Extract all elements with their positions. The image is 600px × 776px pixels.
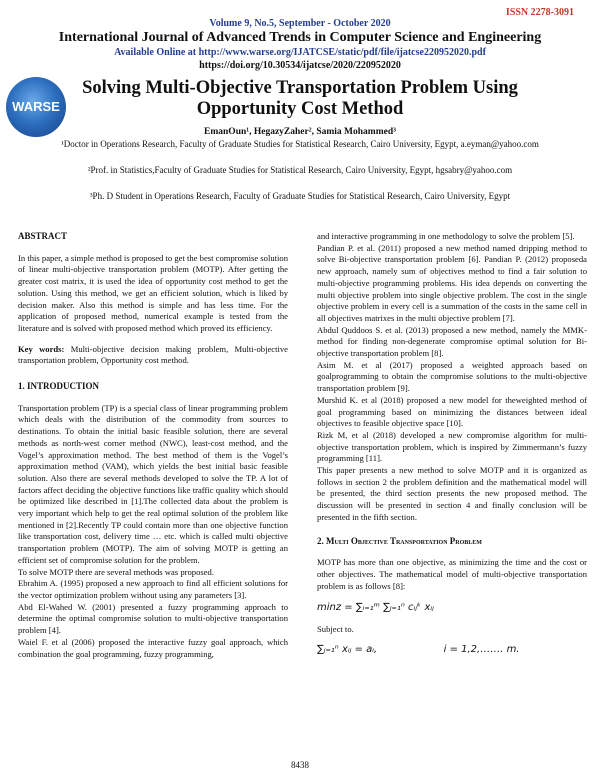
body-paragraph: Asim M. et al (2017) proposed a weighted approach based on goalprogramming to obtain the compromise solutions to the multi-objective transportation problem [9].: [317, 359, 587, 394]
paper-title-line2: Opportunity Cost Method: [196, 99, 404, 119]
journal-title: International Journal of Advanced Trends in Computer Science and Engineering: [58, 30, 542, 45]
logo-text: WARSE: [12, 99, 60, 114]
affiliation-2: ²Prof. in Statistics,Faculty of Graduate Studies for Statistical Research, Cairo University, Egypt, hgsabry@yahoo.com: [87, 165, 513, 175]
page-number: 8438: [291, 760, 309, 770]
intro-paragraph: Waiel F. et al (2006) proposed the interactive fuzzy goal approach, which combination the goal programming, fuzzy programming,: [18, 636, 288, 659]
constraint-lhs: ∑ⱼ₌₁ⁿ xᵢⱼ = aᵢ,: [317, 643, 378, 655]
right-column: [317, 231, 587, 656]
keywords: [18, 344, 288, 367]
intro-paragraph: Ebrahim A. (1995) proposed a new approach to find all efficient solutions for the vector optimization problem without using any parameters [3].: [18, 578, 288, 600]
authors: EmanOun¹, HegazyZaher², Samia Mohammed³: [204, 127, 396, 137]
affiliation-3: ³Ph. D Student in Operations Research, Faculty of Graduate Studies for Statistical Research, Cairo University, Egypt: [89, 191, 511, 201]
constraint-equation: [317, 644, 587, 656]
paper-title: [0, 78, 600, 120]
left-column: [18, 231, 288, 660]
keywords-label: Key words:: [18, 343, 65, 354]
intro-paragraph: To solve MOTP there are several methods was proposed.: [18, 566, 214, 577]
paper-title-line1: Solving Multi-Objective Transportation Problem Using: [82, 78, 518, 98]
abstract-text: In this paper, a simple method is proposed to get the best compromise solution of linear multi-objective transportation problem (MOTP). After getting the greater cost matrix, it is used the idea of opportunity cost method to get the solution. Using this method, we get an efficient solution, which is liked by decision maker. Also this method is simple and has less time. For the application of proposed method, numerical example is tested from the literature and is solved with proposed method which proved its efficiency.: [18, 252, 288, 333]
doi-link[interactable]: https://doi.org/10.30534/ijatcse/2020/220952020: [199, 60, 401, 71]
issn-label: ISSN 2278-3091: [505, 7, 574, 18]
objective-equation: minz = ∑ᵢ₌₁ᵐ ∑ⱼ₌₁ⁿ cᵢⱼᵏ xᵢⱼ: [317, 602, 434, 614]
body-paragraph: Rizk M, et al (2018) developed a new compromise algorithm for multi-objective transportation problem, which is inspired by Zimmermann’s fuzzy programming [11].: [317, 429, 587, 464]
intro-paragraph: Abd El-Wahed W. (2001) presented a fuzzy programming approach to determine the optimal compromise solution to multi-objective transportation problem [4].: [18, 601, 288, 636]
body-paragraph: This paper presents a new method to solve MOTP and it is organized as follows in section 2 the problem definition and the mathematical model will be presented, the third section presents the new proposed method. The discussion will be presented in section 4 and finally conclusion will be presented in the fifth section.: [317, 465, 587, 522]
body-paragraph: Murshid K. et al (2018) proposed a new model for theweighted method of goal programming based on minimizing the distances between ideal objectives to feasible objective space [10].: [317, 394, 587, 429]
subject-to: Subject to.: [317, 624, 354, 635]
online-link[interactable]: Available Online at http://www.warse.org/IJATCSE/static/pdf/file/ijatcse220952020.pdf: [114, 47, 486, 58]
body-paragraph: Abdul Quddoos S. et al. (2013) proposed a new method, namely the MMK-method for finding non-degenerate compromise optimal solution for Bi-objective transportation problem [8].: [317, 324, 587, 359]
abstract-heading: ABSTRACT: [18, 231, 68, 241]
volume-info: Volume 9, No.5, September - October 2020: [209, 18, 391, 29]
intro-paragraph: Transportation problem (TP) is a special class of linear programming problem which deals with the distribution of the commodity from sources to destinations. To obtain the initial basic feasible solution, there are several methods as north-west corner method (NWC), least-cost method, and the Vogel’s approximation method. The best method of them is the Vogel’s approximation method (VAM), which yields the best initial basic feasible solution. Also there are several methods developed to solve the TP. A lot of factors affect deciding the objective functions like traffic quality which should be optimized like described in [1].The collected data about the problem is very important which help to get the real optimal solution of the problem like mentioned in [2].Recently TP could contain more than one objective function like transportation cost, delivery time … etc. which is called multi objective transportation problem (MOTP). The aim of solving MOTP is getting an efficient set of compromise solution for the problem.: [18, 402, 288, 565]
body-paragraph: Pandian P. et al. (2011) proposed a new method named dripping method to solve Bi-objective transportation problem [6]. Pandian P. (2012) proposeda new approach, namely sum of objectives method to find a fair solution to multi-objective programming problems. His idea depends on converting the multi objective problem into single objective problem. The cost in the single objective problem in every cell is a summation of the costs in the same cell in all objectives matrixes in the multi objective problem [7].: [317, 242, 587, 323]
section2-heading: 2. Multi Objective Transportation Problem: [317, 535, 482, 546]
affiliation-1: ¹Doctor in Operations Research, Faculty of Graduate Studies for Statistical Research, Cairo University, Egypt, a.eyman@yahoo.com: [61, 139, 539, 149]
intro-heading: 1. INTRODUCTION: [18, 381, 100, 392]
section2-text: MOTP has more than one objective, as minimizing the time and the cost or other objectives. The mathematical model of multi-objective transportation problem is as follows [8]:: [317, 557, 587, 591]
keywords-text: Multi-objective decision making problem, Multi-objective transportation problem, Opportunity cost method.: [18, 343, 289, 366]
body-paragraph: and interactive programming in one methodology to solve the problem [5].: [317, 231, 575, 241]
constraint-range: i = 1,2,……. m.: [443, 643, 520, 655]
